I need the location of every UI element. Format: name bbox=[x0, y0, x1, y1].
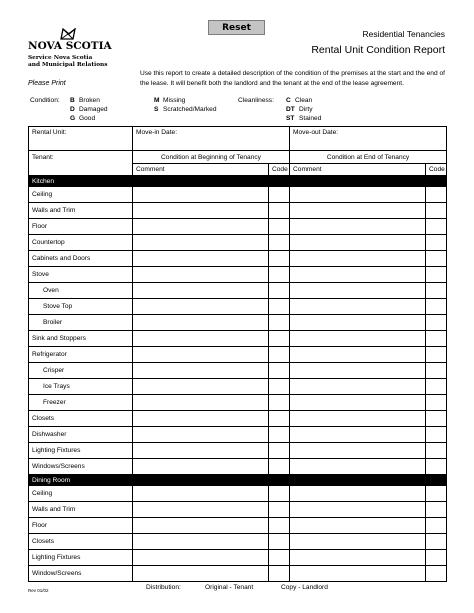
legend-item-text: Missing bbox=[163, 97, 186, 104]
table-row bbox=[29, 459, 447, 475]
code-end-cell[interactable] bbox=[426, 251, 447, 267]
item-label: Freezer bbox=[29, 395, 133, 411]
item-label: Windows/Screens bbox=[29, 459, 133, 475]
table-row bbox=[29, 518, 447, 534]
code-begin-cell[interactable] bbox=[269, 550, 290, 566]
code-begin-cell[interactable] bbox=[269, 379, 290, 395]
table-row bbox=[29, 219, 447, 235]
legend-item-text: Damaged bbox=[79, 106, 108, 113]
comment-begin-cell[interactable] bbox=[133, 459, 269, 475]
comment-end-cell[interactable] bbox=[290, 486, 426, 502]
item-label: Refrigerator bbox=[29, 347, 133, 363]
rental-unit-field[interactable]: Rental Unit: bbox=[29, 127, 133, 151]
code-end-cell[interactable] bbox=[426, 219, 447, 235]
table-row bbox=[29, 283, 447, 299]
tenant-field[interactable]: Tenant: bbox=[29, 151, 133, 176]
reset-button[interactable]: Reset bbox=[208, 20, 265, 35]
table-row bbox=[29, 534, 447, 550]
comment-begin-cell[interactable] bbox=[133, 518, 269, 534]
item-label: Floor bbox=[29, 219, 133, 235]
legend-item-code: S bbox=[154, 106, 159, 113]
section-header: Dining Room bbox=[29, 475, 447, 486]
logo-wordmark: NOVA SCOTIA bbox=[28, 40, 112, 52]
comment-end-cell[interactable] bbox=[290, 267, 426, 283]
item-label: Stove bbox=[29, 267, 133, 283]
comment-end-cell[interactable] bbox=[290, 395, 426, 411]
comment-header-end: Comment bbox=[290, 164, 426, 176]
code-end-cell[interactable] bbox=[426, 427, 447, 443]
code-begin-cell[interactable] bbox=[269, 251, 290, 267]
comment-begin-cell[interactable] bbox=[133, 251, 269, 267]
comment-end-cell[interactable] bbox=[290, 331, 426, 347]
table-row bbox=[29, 486, 447, 502]
table-row bbox=[29, 251, 447, 267]
code-end-cell[interactable] bbox=[426, 395, 447, 411]
condition-label: Condition: bbox=[30, 97, 60, 104]
comment-begin-cell[interactable] bbox=[133, 550, 269, 566]
code-end-cell[interactable] bbox=[426, 315, 447, 331]
code-begin-cell[interactable] bbox=[269, 347, 290, 363]
comment-begin-cell[interactable] bbox=[133, 203, 269, 219]
code-end-cell[interactable] bbox=[426, 550, 447, 566]
comment-end-cell[interactable] bbox=[290, 427, 426, 443]
comment-begin-cell[interactable] bbox=[133, 267, 269, 283]
intro-text: Use this report to create a detailed description of the condition of the premises at the start and the end of the lease. It will benefit both the landlord and the tenant at the end of the lease agreement. bbox=[140, 70, 445, 87]
code-header-end: Code bbox=[426, 164, 447, 176]
condition-table bbox=[28, 126, 447, 582]
code-end-cell[interactable] bbox=[426, 534, 447, 550]
code-end-cell[interactable] bbox=[426, 299, 447, 315]
legend-item-0 bbox=[154, 96, 217, 105]
comment-end-cell[interactable] bbox=[290, 251, 426, 267]
comment-end-cell[interactable] bbox=[290, 235, 426, 251]
distribution-label: Distribution: bbox=[146, 584, 181, 591]
code-begin-cell[interactable] bbox=[269, 219, 290, 235]
table-row bbox=[29, 331, 447, 347]
comment-end-cell[interactable] bbox=[290, 502, 426, 518]
code-begin-cell[interactable] bbox=[269, 187, 290, 203]
comment-end-cell[interactable] bbox=[290, 283, 426, 299]
item-label: Oven bbox=[29, 283, 133, 299]
item-label: Floor bbox=[29, 518, 133, 534]
comment-begin-cell[interactable] bbox=[133, 315, 269, 331]
table-row bbox=[29, 235, 447, 251]
comment-begin-cell[interactable] bbox=[133, 443, 269, 459]
legend-item-text: Stained bbox=[299, 115, 322, 122]
table-row bbox=[29, 395, 447, 411]
table-row bbox=[29, 299, 447, 315]
legend-cleanliness bbox=[238, 96, 322, 123]
code-begin-cell[interactable] bbox=[269, 486, 290, 502]
table-row bbox=[29, 379, 447, 395]
code-end-cell[interactable] bbox=[426, 443, 447, 459]
code-begin-cell[interactable] bbox=[269, 203, 290, 219]
code-header-begin: Code bbox=[269, 164, 290, 176]
code-end-cell[interactable] bbox=[426, 235, 447, 251]
legend-item-1 bbox=[70, 105, 108, 114]
code-begin-cell[interactable] bbox=[269, 566, 290, 582]
legend-item-text: Scratched/Marked bbox=[163, 106, 217, 113]
comment-begin-cell[interactable] bbox=[133, 347, 269, 363]
comment-begin-cell[interactable] bbox=[133, 283, 269, 299]
legend-item-text: Good bbox=[79, 115, 96, 122]
comment-begin-cell[interactable] bbox=[133, 187, 269, 203]
code-end-cell[interactable] bbox=[426, 203, 447, 219]
table-row bbox=[29, 315, 447, 331]
legend-item-code: D bbox=[70, 106, 75, 113]
page-title: Rental Unit Condition Report bbox=[311, 44, 445, 56]
comment-header-begin: Comment bbox=[133, 164, 269, 176]
item-label: Sink and Stoppers bbox=[29, 331, 133, 347]
item-label: Cabinets and Doors bbox=[29, 251, 133, 267]
comment-end-cell[interactable] bbox=[290, 315, 426, 331]
comment-begin-cell[interactable] bbox=[133, 427, 269, 443]
comment-begin-cell[interactable] bbox=[133, 395, 269, 411]
code-begin-cell[interactable] bbox=[269, 299, 290, 315]
comment-end-cell[interactable] bbox=[290, 518, 426, 534]
item-label: Walls and Trim bbox=[29, 203, 133, 219]
comment-end-cell[interactable] bbox=[290, 363, 426, 379]
item-label: Walls and Trim bbox=[29, 502, 133, 518]
legend-item-code: C bbox=[286, 97, 291, 104]
item-label: Lighting Fixtures bbox=[29, 443, 133, 459]
comment-end-cell[interactable] bbox=[290, 534, 426, 550]
legend-item-code: DT bbox=[286, 106, 295, 113]
comment-end-cell[interactable] bbox=[290, 566, 426, 582]
item-label: Broiler bbox=[29, 315, 133, 331]
comment-begin-cell[interactable] bbox=[133, 299, 269, 315]
legend-item-1 bbox=[154, 105, 217, 114]
code-end-cell[interactable] bbox=[426, 267, 447, 283]
comment-end-cell[interactable] bbox=[290, 219, 426, 235]
legend-item-1 bbox=[286, 105, 321, 114]
code-end-cell[interactable] bbox=[426, 331, 447, 347]
legend-item-0 bbox=[70, 96, 108, 105]
code-begin-cell[interactable] bbox=[269, 443, 290, 459]
nova-scotia-logo bbox=[28, 28, 118, 68]
code-end-cell[interactable] bbox=[426, 283, 447, 299]
revision-label: Rev 01/02 bbox=[28, 588, 49, 593]
table-row bbox=[29, 187, 447, 203]
item-label: Ice Trays bbox=[29, 379, 133, 395]
comment-begin-cell[interactable] bbox=[133, 331, 269, 347]
legend-item-code: G bbox=[70, 115, 76, 122]
comment-begin-cell[interactable] bbox=[133, 534, 269, 550]
flag-logo-icon bbox=[60, 28, 76, 40]
please-print-note: Please Print bbox=[28, 80, 66, 87]
item-label: Window/Screens bbox=[29, 566, 133, 582]
code-begin-cell[interactable] bbox=[269, 518, 290, 534]
item-label: Ceiling bbox=[29, 187, 133, 203]
code-begin-cell[interactable] bbox=[269, 363, 290, 379]
comment-end-cell[interactable] bbox=[290, 411, 426, 427]
table-row bbox=[29, 411, 447, 427]
legend-item-text: Dirty bbox=[299, 106, 313, 113]
item-label: Closets bbox=[29, 411, 133, 427]
comment-begin-cell[interactable] bbox=[133, 411, 269, 427]
logo-subtitle-1: Service Nova Scotia bbox=[28, 55, 93, 61]
table-row bbox=[29, 427, 447, 443]
comment-begin-cell[interactable] bbox=[133, 486, 269, 502]
distribution-copy: Copy - Landlord bbox=[281, 584, 328, 591]
item-label: Crisper bbox=[29, 363, 133, 379]
item-label: Dishwasher bbox=[29, 427, 133, 443]
code-begin-cell[interactable] bbox=[269, 315, 290, 331]
code-end-cell[interactable] bbox=[426, 566, 447, 582]
distribution-original: Original - Tenant bbox=[205, 584, 254, 591]
department-label: Residential Tenancies bbox=[362, 29, 445, 39]
code-end-cell[interactable] bbox=[426, 459, 447, 475]
item-label: Lighting Fixtures bbox=[29, 550, 133, 566]
move-in-date-field[interactable]: Move-in Date: bbox=[133, 127, 290, 151]
section-header: Kitchen bbox=[29, 176, 447, 187]
code-end-cell[interactable] bbox=[426, 502, 447, 518]
logo-subtitle-2: and Municipal Relations bbox=[28, 62, 108, 68]
comment-begin-cell[interactable] bbox=[133, 235, 269, 251]
comment-begin-cell[interactable] bbox=[133, 363, 269, 379]
table-row bbox=[29, 203, 447, 219]
code-begin-cell[interactable] bbox=[269, 411, 290, 427]
code-begin-cell[interactable] bbox=[269, 267, 290, 283]
code-end-cell[interactable] bbox=[426, 486, 447, 502]
comment-end-cell[interactable] bbox=[290, 550, 426, 566]
code-end-cell[interactable] bbox=[426, 411, 447, 427]
legend-item-2 bbox=[286, 114, 321, 123]
code-begin-cell[interactable] bbox=[269, 502, 290, 518]
item-label: Stove Top bbox=[29, 299, 133, 315]
code-end-cell[interactable] bbox=[426, 363, 447, 379]
code-end-cell[interactable] bbox=[426, 518, 447, 534]
table-row bbox=[29, 363, 447, 379]
comment-begin-cell[interactable] bbox=[133, 219, 269, 235]
condition-end-header: Condition at End of Tenancy bbox=[290, 151, 447, 164]
legend-item-2 bbox=[70, 114, 108, 123]
code-begin-cell[interactable] bbox=[269, 395, 290, 411]
item-label: Closets bbox=[29, 534, 133, 550]
table-row bbox=[29, 502, 447, 518]
legend-item-code: M bbox=[154, 97, 160, 104]
legend-item-0 bbox=[286, 96, 321, 105]
table-row bbox=[29, 347, 447, 363]
condition-begin-header: Condition at Beginning of Tenancy bbox=[133, 151, 290, 164]
table-row bbox=[29, 443, 447, 459]
code-begin-cell[interactable] bbox=[269, 331, 290, 347]
code-end-cell[interactable] bbox=[426, 347, 447, 363]
code-begin-cell[interactable] bbox=[269, 427, 290, 443]
legend-item-code: B bbox=[70, 97, 75, 104]
comment-begin-cell[interactable] bbox=[133, 502, 269, 518]
legend-item-text: Broken bbox=[79, 97, 100, 104]
code-end-cell[interactable] bbox=[426, 187, 447, 203]
comment-begin-cell[interactable] bbox=[133, 379, 269, 395]
comment-end-cell[interactable] bbox=[290, 347, 426, 363]
code-begin-cell[interactable] bbox=[269, 534, 290, 550]
code-begin-cell[interactable] bbox=[269, 459, 290, 475]
table-row bbox=[29, 267, 447, 283]
code-end-cell[interactable] bbox=[426, 379, 447, 395]
comment-end-cell[interactable] bbox=[290, 459, 426, 475]
code-begin-cell[interactable] bbox=[269, 283, 290, 299]
move-out-date-field[interactable]: Move-out Date: bbox=[290, 127, 447, 151]
comment-end-cell[interactable] bbox=[290, 203, 426, 219]
code-begin-cell[interactable] bbox=[269, 235, 290, 251]
comment-end-cell[interactable] bbox=[290, 443, 426, 459]
legend-condition-2 bbox=[154, 96, 217, 114]
legend-item-text: Clean bbox=[295, 97, 313, 104]
item-label: Countertop bbox=[29, 235, 133, 251]
comment-end-cell[interactable] bbox=[290, 299, 426, 315]
cleanliness-label: Cleanliness: bbox=[238, 97, 274, 104]
table-row bbox=[29, 550, 447, 566]
item-label: Ceiling bbox=[29, 486, 133, 502]
legend-item-code: ST bbox=[286, 115, 295, 122]
comment-end-cell[interactable] bbox=[290, 379, 426, 395]
comment-end-cell[interactable] bbox=[290, 187, 426, 203]
table-row bbox=[29, 566, 447, 582]
legend-condition bbox=[30, 96, 108, 123]
comment-begin-cell[interactable] bbox=[133, 566, 269, 582]
